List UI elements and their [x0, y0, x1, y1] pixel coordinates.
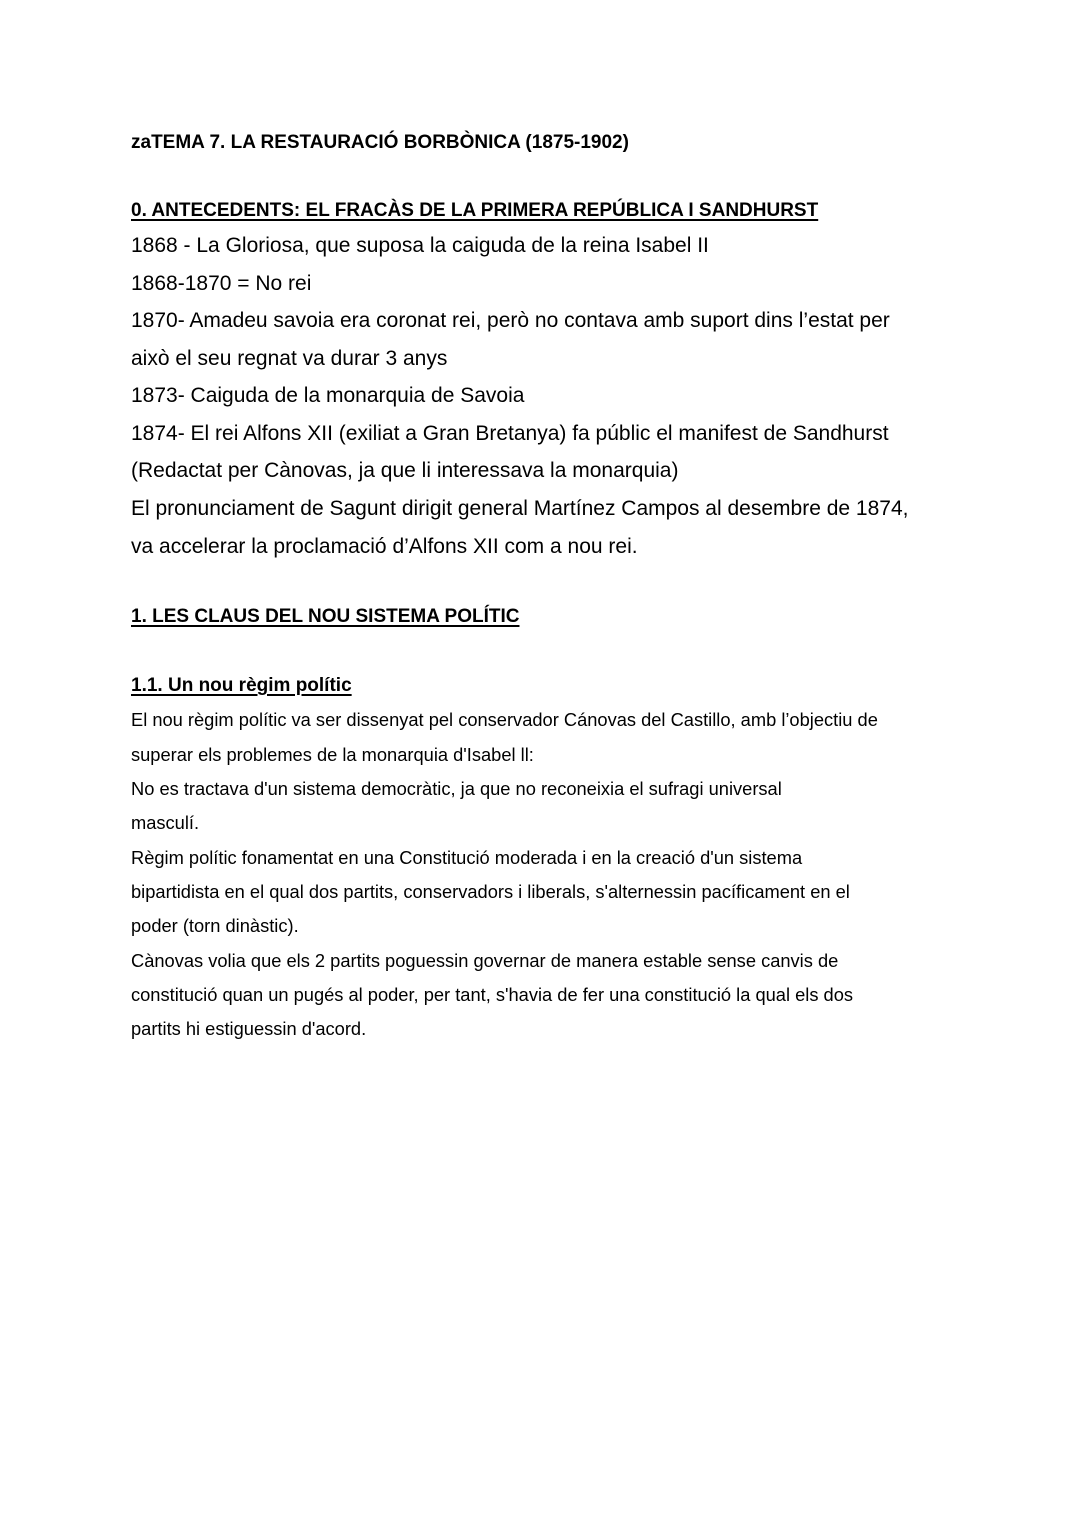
section-0-heading: 0. ANTECEDENTS: EL FRACÀS DE LA PRIMERA REPÚBLICA I SANDHURST [131, 200, 819, 221]
text-line: masculí. [131, 812, 200, 833]
subsection-1-1-heading: 1.1. Un nou règim polític [131, 675, 352, 696]
text-line: això el seu regnat va durar 3 anys [131, 347, 448, 370]
text-line: (Redactat per Cànovas, ja que li interessava la monarquia) [131, 459, 679, 482]
section-1-heading: 1. LES CLAUS DEL NOU SISTEMA POLÍTIC [131, 606, 520, 627]
text-line: No es tractava d'un sistema democràtic, ja que no reconeixia el sufragi universal [131, 778, 782, 799]
text-line: 1868-1870 = No rei [131, 272, 312, 295]
text-line: Cànovas volia que els 2 partits poguessin governar de manera estable sense canvis de [131, 950, 839, 971]
text-line: va accelerar la proclamació d’Alfons XII com a nou rei. [131, 535, 638, 558]
text-line: 1873- Caiguda de la monarquia de Savoia [131, 384, 525, 407]
text-line: El nou règim polític va ser dissenyat pel conservador Cánovas del Castillo, amb l’objectiu de [131, 709, 878, 730]
text-line: El pronunciament de Sagunt dirigit general Martínez Campos al desembre de 1874, [131, 497, 909, 520]
text-line: 1870- Amadeu savoia era coronat rei, però no contava amb suport dins l’estat per [131, 309, 890, 332]
text-line: constitució quan un pugés al poder, per tant, s'havia de fer una constitució la qual els dos [131, 984, 854, 1005]
text-line: poder (torn dinàstic). [131, 915, 299, 936]
text-line: superar els problemes de la monarquia d'Isabel ll: [131, 744, 534, 765]
text-line: partits hi estiguessin d'acord. [131, 1018, 367, 1039]
text-line: Règim polític fonamentat en una Constitució moderada i en la creació d'un sistema [131, 847, 803, 868]
text-line: 1874- El rei Alfons XII (exiliat a Gran Bretanya) fa públic el manifest de Sandhurst [131, 422, 889, 445]
text-line: 1868 - La Gloriosa, que suposa la caiguda de la reina Isabel II [131, 234, 709, 257]
document-title: zaTEMA 7. LA RESTAURACIÓ BORBÒNICA (1875-1902) [131, 132, 629, 153]
text-line: bipartidista en el qual dos partits, conservadors i liberals, s'alternessin pacíficament en el [131, 881, 850, 902]
